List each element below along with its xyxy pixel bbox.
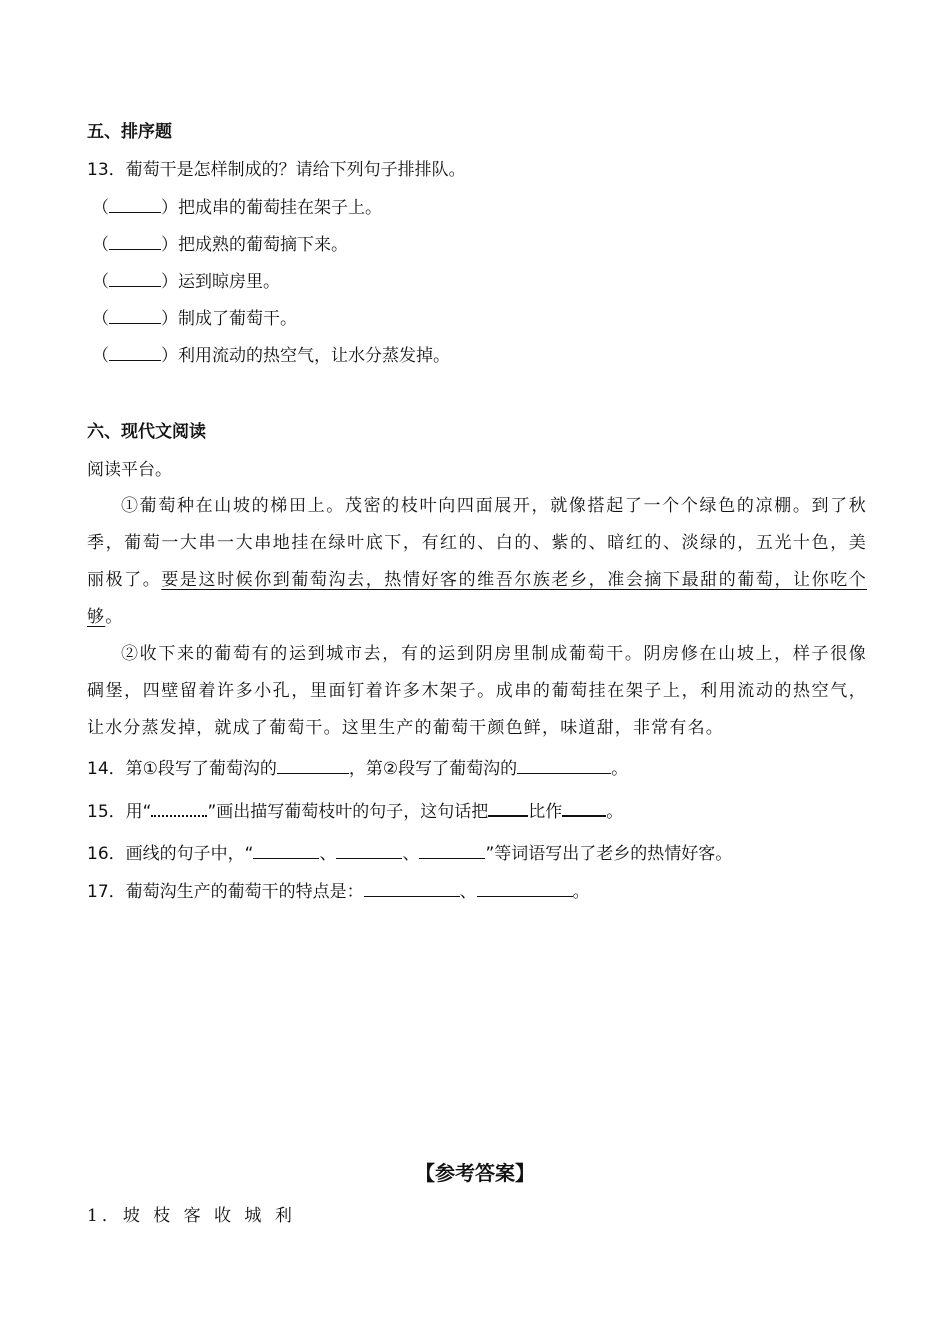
question-17	[87, 881, 590, 903]
paren-open: （	[92, 272, 109, 292]
q17-text-a: 17．葡萄沟生产的葡萄干的特点是：	[87, 882, 364, 902]
answer-1: 1．坡 枝 客 收 城 利	[87, 1206, 296, 1226]
section-6-heading: 六、现代文阅读	[87, 422, 206, 442]
question-13: 13．葡萄干是怎样制成的？请给下列句子排排队。	[87, 160, 466, 180]
passage-p1-end: 。	[105, 607, 124, 627]
order-blank-2[interactable]	[109, 234, 161, 250]
paren-close: ）	[161, 235, 178, 255]
order-item-4	[92, 308, 297, 330]
q16-separator: 、	[319, 844, 337, 864]
order-blank-1[interactable]	[109, 197, 161, 213]
q16-blank-2[interactable]	[336, 843, 402, 859]
q16-separator: 、	[402, 844, 420, 864]
order-item-2	[92, 234, 348, 256]
answers-title: 【参考答案】	[415, 1161, 535, 1185]
question-16	[87, 843, 732, 865]
order-item-1	[92, 197, 382, 219]
q17-text-b: 。	[572, 882, 590, 902]
q14-text-b: ，第②段写了葡萄沟的	[348, 759, 518, 779]
order-item-text: 把成串的葡萄挂在架子上。	[178, 198, 382, 218]
underlined-sentence: 要是这时候你到葡萄沟去，热情好客的维吾尔族老乡，准会摘下最甜的葡萄，让你吃个够	[87, 570, 867, 627]
q16-blank-3[interactable]	[419, 843, 485, 859]
paren-open: （	[92, 346, 109, 366]
q15-text-a: 15．用“	[87, 802, 152, 822]
question-14	[87, 758, 628, 780]
q16-text-b: ”等词语写出了老乡的热情好客。	[485, 844, 733, 864]
paren-open: （	[92, 309, 109, 329]
q17-separator: 、	[459, 882, 477, 902]
paren-open: （	[92, 235, 109, 255]
section-5-heading: 五、排序题	[87, 122, 172, 142]
order-item-text: 把成熟的葡萄摘下来。	[178, 235, 348, 255]
q14-blank-2[interactable]	[517, 758, 611, 774]
paren-close: ）	[161, 198, 178, 218]
order-blank-4[interactable]	[109, 308, 161, 324]
q15-text-d: 。	[606, 802, 624, 822]
order-blank-3[interactable]	[109, 271, 161, 287]
order-item-5	[92, 345, 450, 367]
q14-text-a: 14．第①段写了葡萄沟的	[87, 759, 277, 779]
q15-blank-2[interactable]	[562, 800, 606, 817]
order-item-text: 利用流动的热空气，让水分蒸发掉。	[178, 346, 450, 366]
order-blank-5[interactable]	[109, 345, 161, 361]
paren-open: （	[92, 198, 109, 218]
order-item-3	[92, 271, 280, 293]
question-15	[87, 800, 623, 823]
q14-text-c: 。	[611, 759, 629, 779]
order-item-text: 制成了葡萄干。	[178, 309, 297, 329]
passage-paragraph-1	[87, 488, 867, 636]
q17-blank-2[interactable]	[477, 881, 573, 897]
wavy-line-mark	[151, 801, 207, 817]
order-item-text: 运到晾房里。	[178, 272, 280, 292]
paren-close: ）	[161, 272, 178, 292]
passage-p1-text: ①葡萄种在山坡的梯田上。茂密的枝叶向四面展开，就像搭起了一个个绿色的凉棚。到了秋季，葡萄一大串一大串地挂在绿叶底下，有红的、白的、紫的、暗红的、淡绿的，五光十色，美丽极了。	[87, 496, 867, 590]
q14-blank-1[interactable]	[277, 758, 349, 774]
q15-text-b: ”画出描写葡萄枝叶的句子，这句话把	[207, 802, 489, 822]
reading-intro: 阅读平台。	[87, 460, 172, 480]
q16-text-a: 16．画线的句子中，“	[87, 844, 254, 864]
q16-blank-1[interactable]	[253, 843, 319, 859]
passage-paragraph-2: ②收下来的葡萄有的运到城市去，有的运到阴房里制成葡萄干。阴房修在山坡上，样子很像碉堡，四壁留着许多小孔，里面钉着许多木架子。成串的葡萄挂在架子上，利用流动的热空气，让水分蒸发掉，就成了葡萄干。这里生产的葡萄干颜色鲜，味道甜，非常有名。	[87, 644, 867, 738]
q15-blank-1[interactable]	[488, 800, 528, 817]
paren-close: ）	[161, 346, 178, 366]
paren-close: ）	[161, 309, 178, 329]
q15-text-c: 比作	[528, 802, 563, 822]
q17-blank-1[interactable]	[364, 881, 460, 897]
